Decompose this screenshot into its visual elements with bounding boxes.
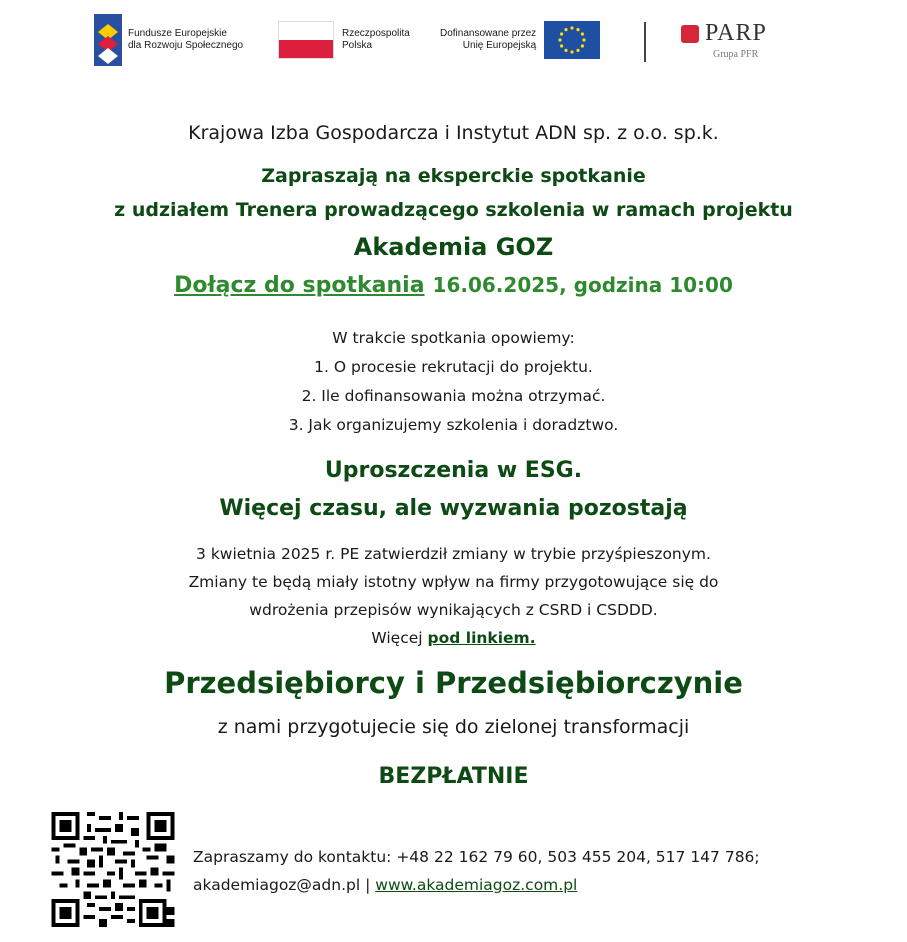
esg-more-row [0, 624, 907, 652]
eu-text-line1: Dofinansowane przez [440, 28, 537, 39]
pl-text-line2: Polska [342, 40, 373, 51]
pl-text-line1: Rzeczpospolita [342, 28, 410, 39]
logo-divider [644, 22, 646, 62]
promo-headline: Przedsiębiorcy i Przedsiębiorczynie [164, 666, 743, 700]
join-meeting-link[interactable]: Dołącz do spotkania [174, 273, 425, 298]
pl-text [342, 28, 410, 52]
polish-flag-icon [278, 21, 334, 59]
fe-text-line1: Fundusze Europejskie [128, 28, 227, 39]
esg-more-link[interactable]: pod linkiem. [427, 629, 536, 647]
contact-email[interactable]: akademiagoz@adn.pl [193, 876, 361, 894]
agenda-item: 3. Jak organizujemy szkolenia i doradztwo. [288, 416, 619, 434]
esg-line: Zmiany te będą miały istotny wpływ na firmy przygotowujące się do [188, 573, 719, 591]
organizer-line: Krajowa Izba Gospodarcza i Instytut ADN sp. z o.o. sp.k. [188, 122, 719, 144]
meeting-datetime: 16.06.2025, godzina 10:00 [432, 273, 733, 297]
fe-text-line2: dla Rozwoju Społecznego [128, 40, 244, 51]
contact-line-2 [193, 871, 760, 899]
esg-title-1: Uproszczenia w ESG. [324, 458, 583, 483]
parp-mark-icon [681, 25, 699, 43]
invite-line-2: z udziałem Trenera prowadzącego szkolenia w ramach projektu [114, 199, 793, 221]
parp-subtitle: Grupa PFR [713, 49, 759, 60]
agenda-item: 1. O procesie rekrutacji do projektu. [314, 358, 593, 376]
contact-block [193, 843, 760, 899]
promo-subline: z nami przygotujecie się do zielonej transformacji [217, 716, 690, 738]
agenda-block [0, 324, 907, 440]
agenda-item: 2. Ile dofinansowania można otrzymać. [301, 387, 606, 405]
eu-text-line2: Unię Europejską [462, 40, 537, 51]
esg-line: 3 kwietnia 2025 r. PE zatwierdził zmiany w trybie przyśpieszonym. [196, 545, 711, 563]
parp-wordmark: PARP [705, 20, 767, 46]
contact-separator: | [365, 876, 371, 894]
agenda-intro: W trakcie spotkania opowiemy: [332, 329, 575, 347]
join-row [0, 273, 907, 298]
website-link[interactable]: www.akademiagoz.com.pl [375, 876, 578, 894]
free-label: BEZPŁATNIE [378, 764, 529, 789]
eu-text [440, 28, 536, 52]
logo-bar [0, 12, 907, 72]
contact-line: Zapraszamy do kontaktu: +48 22 162 79 60, 503 455 204, 517 147 786; [193, 848, 760, 866]
qr-code-icon[interactable] [51, 812, 175, 927]
eu-flag-icon [544, 21, 600, 59]
fe-star-icon [94, 14, 122, 66]
project-title: Akademia GOZ [353, 233, 554, 261]
esg-more-prefix: Więcej [371, 629, 423, 647]
invite-line-1: Zapraszają na eksperckie spotkanie [261, 165, 646, 187]
esg-paragraph [0, 540, 907, 652]
fe-logo [94, 12, 243, 68]
esg-line: wdrożenia przepisów wynikających z CSRD i CSDDD. [249, 601, 658, 619]
parp-logo [681, 12, 767, 68]
esg-title-2: Więcej czasu, ale wyzwania pozostają [219, 496, 688, 521]
eu-logo [440, 12, 600, 68]
pl-logo [278, 12, 410, 68]
fe-text [128, 28, 243, 52]
